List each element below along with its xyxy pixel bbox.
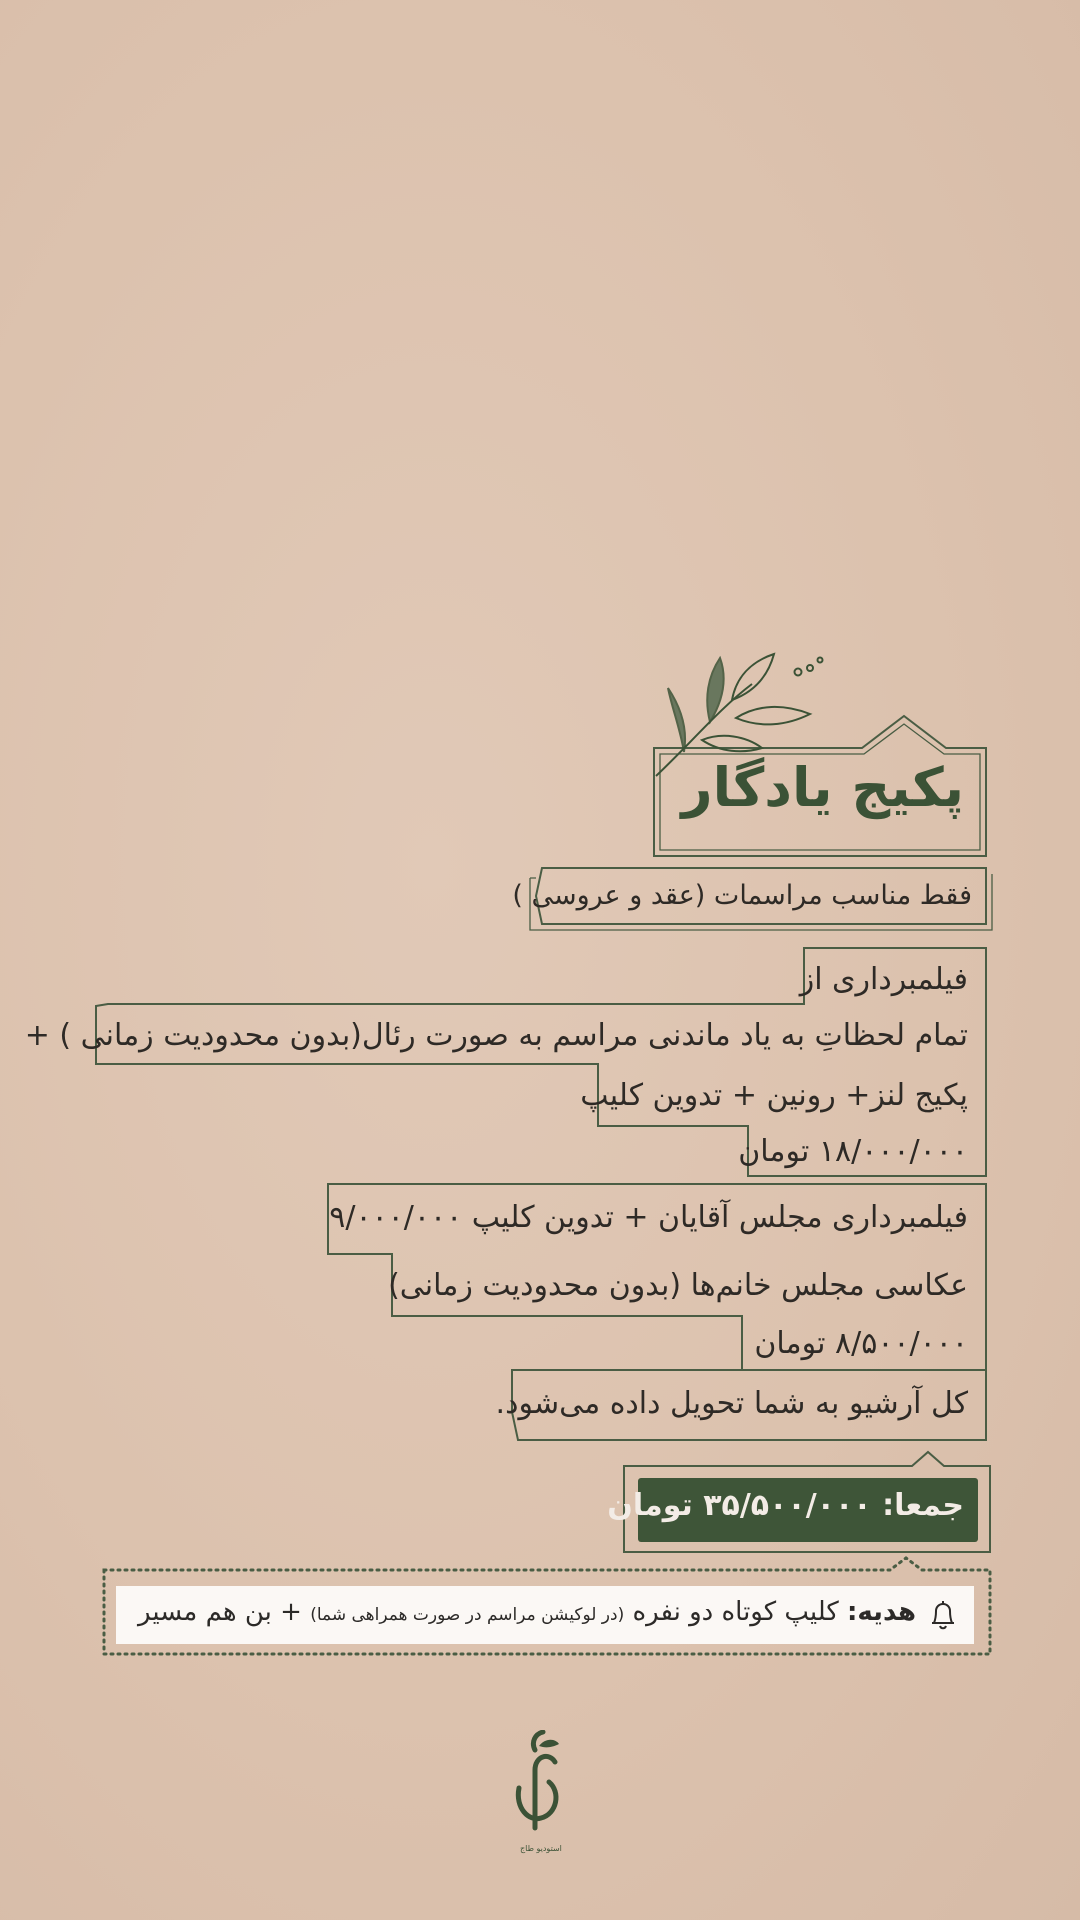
detail-line-7: ۸/۵۰۰/۰۰۰ تومان: [754, 1326, 968, 1361]
gift-small: (در لوکیشن مراسم در صورت همراهی شما): [310, 1605, 625, 1625]
package-title: پکیج یادگار: [681, 756, 964, 819]
bell-icon: [928, 1598, 958, 1632]
package-subtitle: فقط مناسب مراسمات (عقد و عروسی ): [512, 880, 972, 911]
gift-bar: [116, 1586, 974, 1644]
gift-text: [138, 1597, 916, 1627]
gift-main: کلیپ کوتاه دو نفره: [632, 1597, 839, 1627]
detail-line-8: کل آرشیو به شما تحویل داده می‌شود.: [495, 1386, 968, 1421]
detail-line-1: فیلمبرداری از: [799, 962, 968, 997]
title-box: [654, 748, 986, 854]
detail-line-3: پکیج لنز+ رونین + تدوین کلیپ: [580, 1078, 968, 1113]
logo-caption: استودیو طاج: [520, 1844, 562, 1853]
detail-line-5: فیلمبرداری مجلس آقایان + تدوین کلیپ ۹/۰۰۰/۰۰۰: [329, 1200, 968, 1235]
total-badge: [607, 1478, 978, 1542]
detail-line-4: ۱۸/۰۰۰/۰۰۰ تومان: [738, 1134, 968, 1169]
detail-line-2: تمام لحظاتِ به یاد ماندنی مراسم به صورت رئال(بدون محدودیت زمانی ) +: [24, 1018, 968, 1053]
detail-line-6: عکاسی مجلس خانم‌ها (بدون محدودیت زمانی): [388, 1268, 968, 1303]
studio-logo-icon: [505, 1730, 575, 1840]
gift-label: هدیه:: [847, 1597, 916, 1627]
gift-end: + بن هم مسیر: [138, 1597, 302, 1627]
total-text: جمعا: ۳۵/۵۰۰/۰۰۰ تومان: [607, 1488, 964, 1523]
